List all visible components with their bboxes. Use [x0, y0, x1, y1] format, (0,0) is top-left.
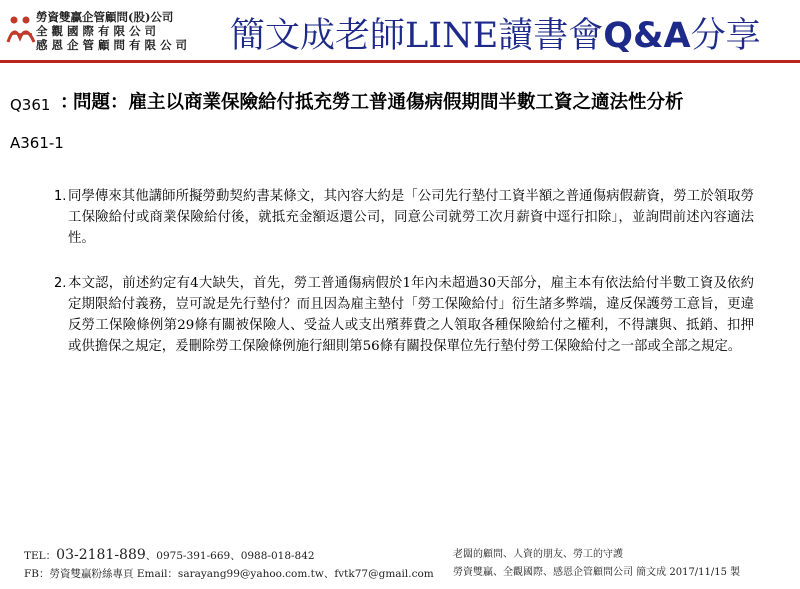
answer-id: A361-1	[10, 134, 64, 152]
answer-number: 2.	[54, 276, 67, 291]
answer-text: 同學傳來其他講師所擬勞動契約書某條文，其內容大約是「公司先行墊付工資半額之普通傷病假薪資，勞工於領取勞工保險給付或商業保險給付後，就抵充金額返還公司，同意公司就勞工次月薪資中逕行扣除」，並詢問前述內容適法性。	[68, 189, 754, 246]
company-name-1: 勞資雙贏企管顧問(股)公司	[36, 10, 174, 24]
page-title	[230, 8, 761, 58]
footer-slogan: 老闆的顧問、人資的朋友、勞工的守護	[453, 549, 623, 560]
footer-contact	[24, 546, 434, 583]
footer	[0, 540, 800, 589]
logo-mark-icon	[6, 12, 36, 50]
tel-main: 03-2181-889	[56, 547, 146, 563]
footer-tel-line	[24, 546, 434, 565]
answer-text: 本文認，前述約定有4大缺失，首先，勞工普通傷病假於1年內未超過30天部分，雇主本有依法給付半數工資及依約定期限給付義務，豈可說是先行墊付？而且因為雇主墊付「勞工保險給付」衍生諸多弊端，違反保護勞工意旨，更違反勞工保險條例第29條有關被保險人、受益人或支出殯葬費之人領取各種保險給付之權利，不得讓與、抵銷、扣押或供擔保之規定，爰刪除勞工保險條例施行細則第56條有關投保單位先行墊付勞工保險給付之一部或全部之規定。	[68, 276, 754, 354]
footer-credit	[453, 546, 740, 582]
company-name-3: 感 恩 企 管 顧 問 有 限 公 司	[36, 38, 188, 52]
title-suffix: 分享	[690, 16, 761, 56]
header-divider	[0, 60, 800, 63]
tel-rest: 、0975-391-669、0988-018-842	[145, 550, 315, 562]
question-text: 問題：雇主以商業保險給付抵充勞工普通傷病假期間半數工資之適法性分析	[73, 92, 684, 113]
footer-fb-email: FB：勞資雙贏粉絲專頁 Email：sarayang99@yahoo.com.tw、fvtk77@gmail.com	[24, 568, 434, 580]
answer-item	[54, 186, 754, 249]
company-logo	[4, 8, 214, 58]
title-qa: Q&A	[603, 16, 691, 56]
question-id: Q361	[10, 96, 51, 114]
answer-number: 1.	[54, 189, 67, 204]
answer-list	[54, 186, 754, 381]
answer-item	[54, 273, 754, 357]
title-prefix: 簡文成老師LINE讀書會	[230, 16, 604, 56]
company-name-2: 全 觀 國 際 有 限 公 司	[36, 24, 157, 38]
question-text-block	[60, 89, 773, 116]
tel-label: TEL：	[24, 550, 57, 562]
footer-credit-line: 勞資雙贏、全觀國際、感恩企管顧問公司 簡文成 2017/11/15 製	[453, 567, 741, 578]
question-colon: ：	[60, 92, 79, 113]
